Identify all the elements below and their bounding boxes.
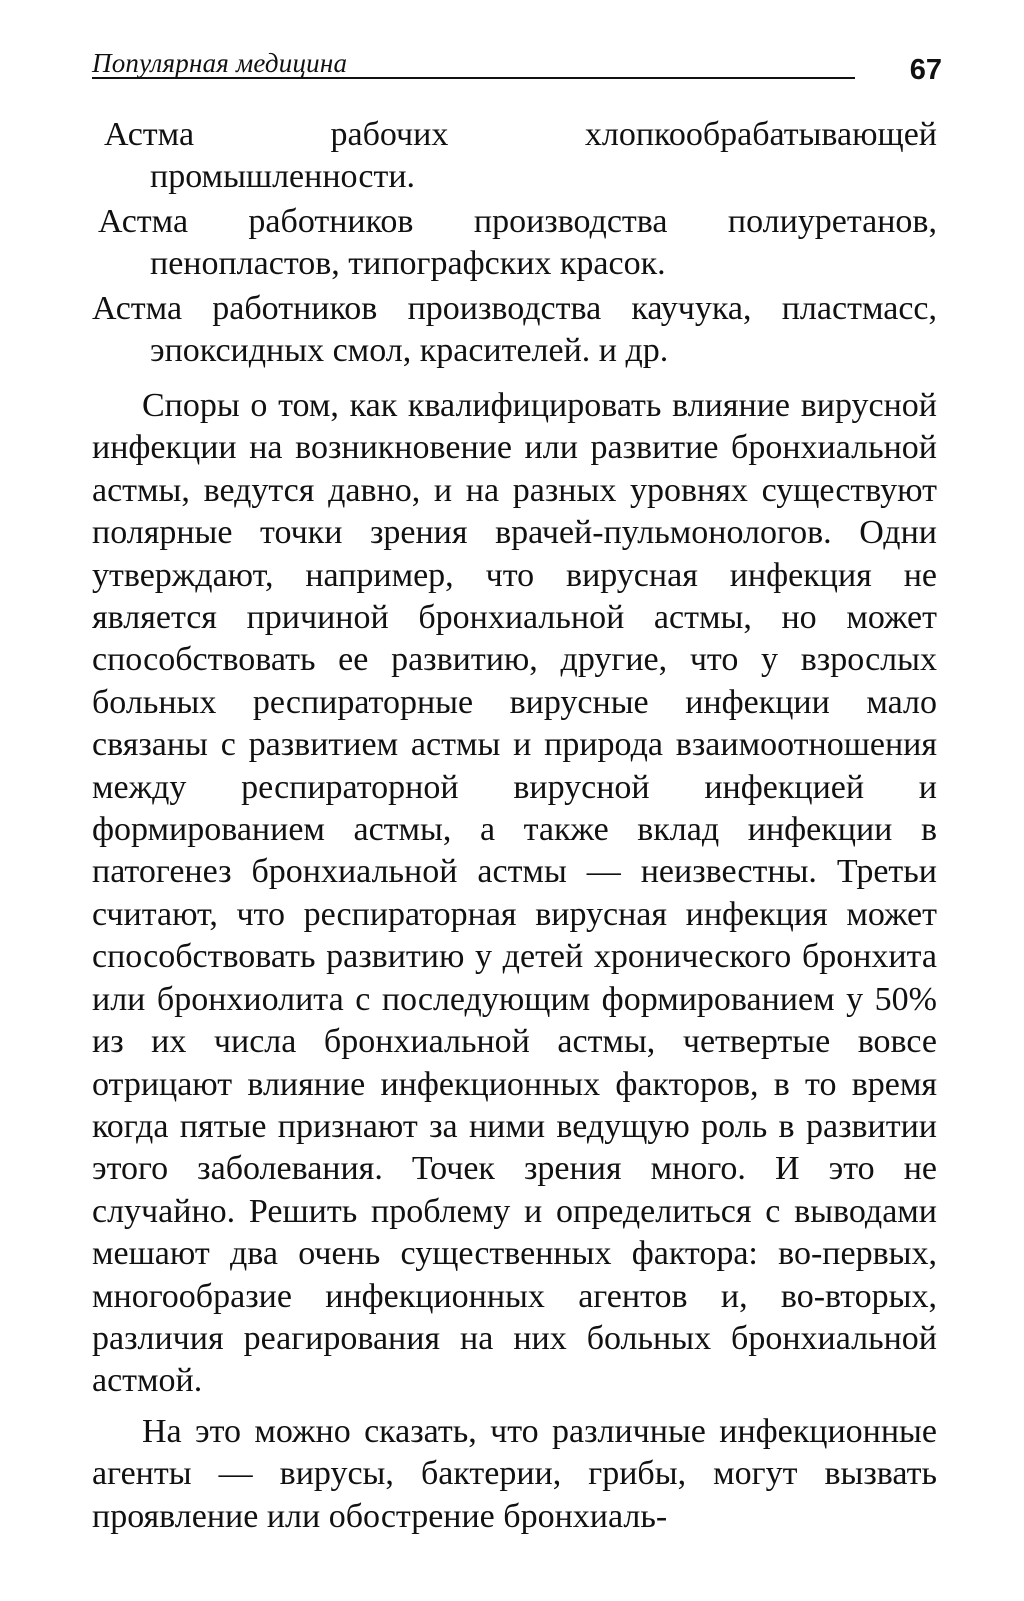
paragraph: На это можно сказать, что различные инфекционные агенты — вирусы, бактерии, грибы, могут вызвать проявление или обострение бронхиаль- — [92, 1412, 937, 1535]
running-title: Популярная медицина — [92, 48, 348, 78]
list-item: Астма работников производства каучука, пластмасс, эпоксидных смол, красителей. и др. — [92, 290, 937, 369]
asthma-types-list — [92, 114, 937, 375]
paragraph: Споры о том, как квалифицировать влияние вирусной инфекции на возникновение или развитие бронхиальной астмы, ведутся давно, и на разных уровнях существуют полярные точки зрения врачей-пульмонологов. Одни утверждают, например, что вирусная инфекция не является причиной бронхиальной астмы, но может способствовать ее развитию, другие, что у взрослых больных респираторные вирусные инфекции мало связаны с развитием астмы и природа взаимоотношения между респираторной вирусной инфекцией и формированием астмы, а также вклад инфекции в патогенез бронхиальной астмы — неизвестны. Третьи считают, что респираторная вирусная инфекция может способствовать развитию у детей хронического бронхита или бронхиолита с последующим формированием у 50% из их числа бронхиальной астмы, четвертые вовсе отрицают влияние инфекционных факторов, в то время когда пятые признают за ними ведущую роль в развитии этого заболевания. Точек зрения много. И это не случайно. Решить проблему и определиться с выводами мешают два очень существенных фактора: во-первых, многообразие инфекционных агентов и, во-вторых, различия реагирования на них больных бронхиальной астмой. — [92, 387, 937, 1400]
header-rule — [92, 77, 855, 79]
page-number: 67 — [909, 54, 942, 86]
running-head — [92, 44, 942, 90]
list-item: Астма работников производства полиуретанов, пенопластов, типографских красок. — [98, 203, 937, 282]
list-item: Астма рабочих хлопкообрабатывающей промышленности. — [104, 116, 937, 195]
body-text — [92, 385, 937, 1546]
